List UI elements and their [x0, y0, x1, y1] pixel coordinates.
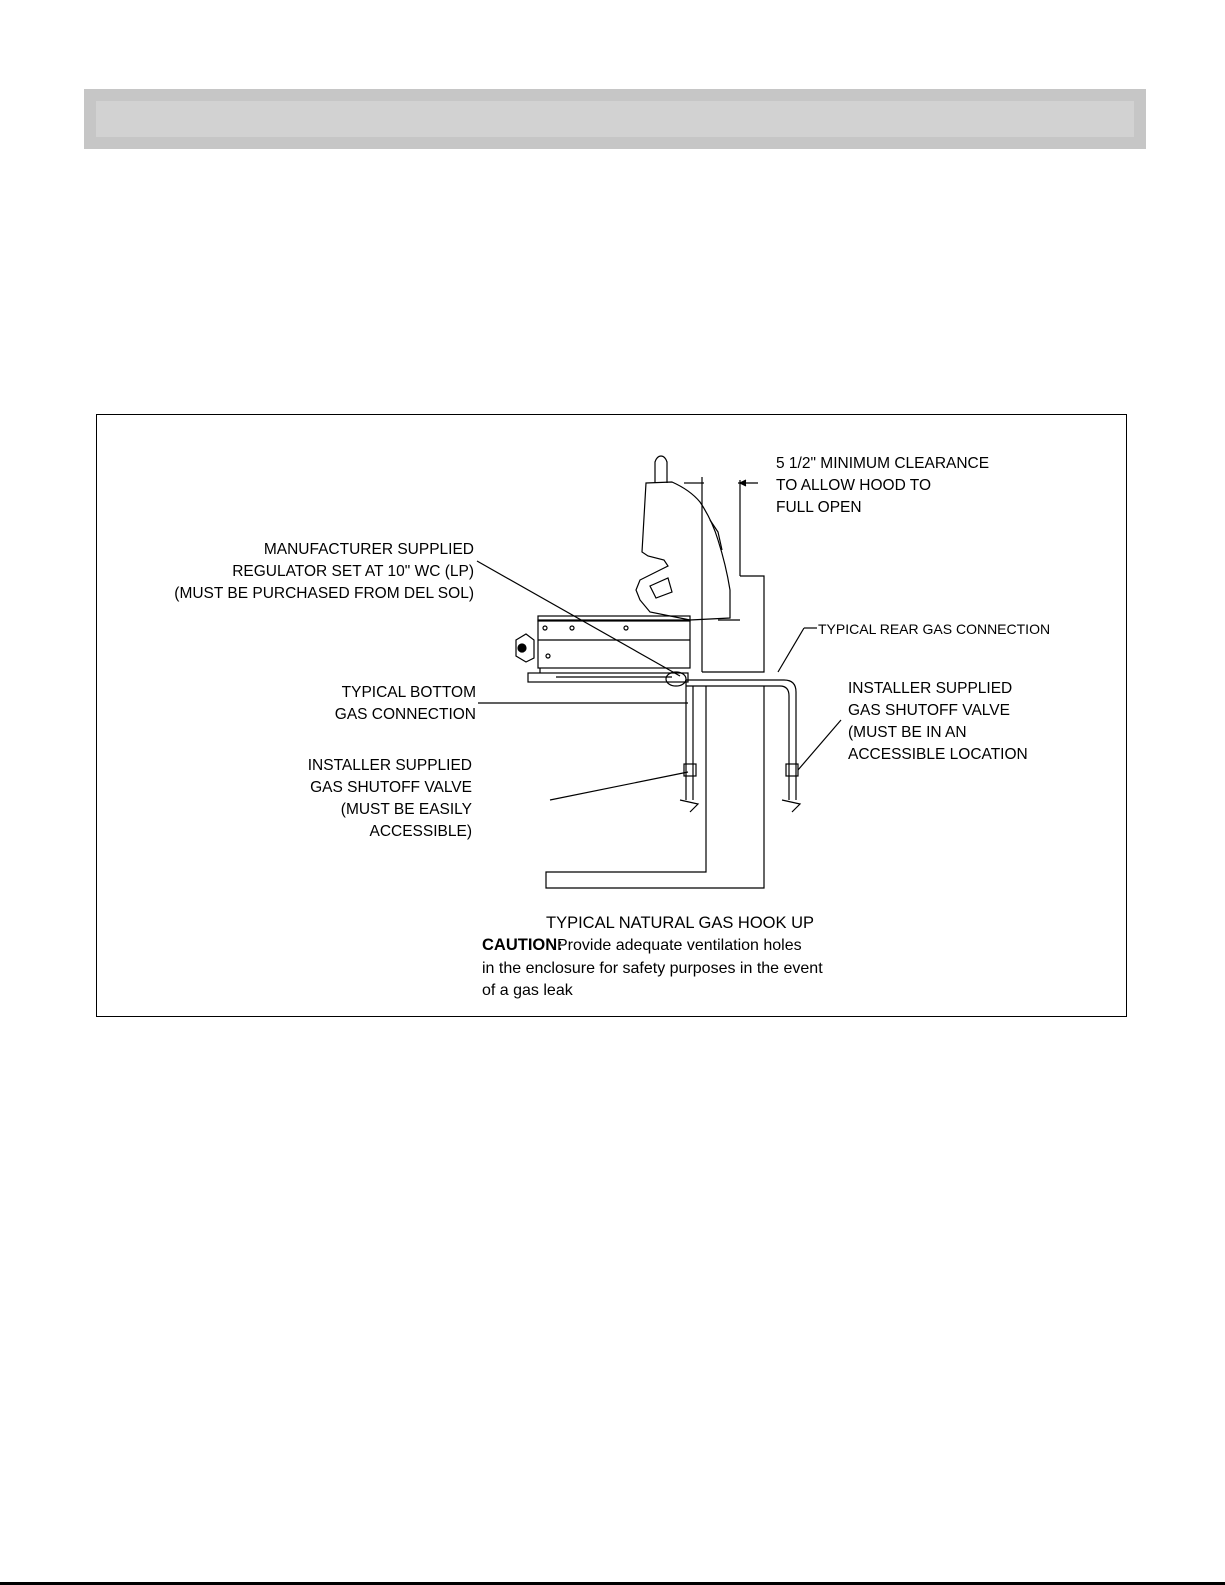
regulator-label-line-1: MANUFACTURER SUPPLIED — [263, 541, 474, 558]
installer-valve-left-line-2: GAS SHUTOFF VALVE — [310, 779, 472, 796]
installer-valve-right-line-2: GAS SHUTOFF VALVE — [848, 702, 1010, 719]
rear-connection-label: TYPICAL REAR GAS CONNECTION — [818, 621, 1051, 637]
bottom-connection-label-line-1: TYPICAL BOTTOM — [341, 684, 476, 701]
installer-valve-left-line-1: INSTALLER SUPPLIED — [307, 757, 472, 774]
caution-text-line-3: of a gas leak — [482, 982, 573, 999]
installer-valve-right-line-4: ACCESSIBLE LOCATION — [848, 746, 1028, 763]
installer-valve-left-line-4: ACCESSIBLE) — [369, 823, 472, 840]
installer-valve-left-line-3: (MUST BE EASILY — [340, 801, 472, 818]
caution-label: CAUTION: — [482, 936, 563, 954]
clearance-label-line-2: TO ALLOW HOOD TO — [776, 477, 932, 494]
hood-handle — [655, 456, 667, 483]
gas-pipe — [686, 680, 796, 800]
caution-text-line-1: Provide adequate ventilation holes — [557, 937, 802, 954]
caution-text-line-2: in the enclosure for safety purposes in the event — [482, 960, 823, 977]
grill-body — [538, 620, 690, 668]
regulator-label-line-2: REGULATOR SET AT 10" WC (LP) — [232, 563, 474, 580]
installer-valve-right-line-1: INSTALLER SUPPLIED — [848, 680, 1013, 697]
bottom-connection-label-line-2: GAS CONNECTION — [334, 706, 476, 723]
enclosure-outline — [546, 686, 764, 888]
installer-valve-right-line-3: (MUST BE IN AN — [848, 724, 967, 741]
grill-hood — [636, 482, 730, 620]
clearance-label-line-1: 5 1/2" MINIMUM CLEARANCE — [776, 455, 990, 472]
regulator-label-line-3: (MUST BE PURCHASED FROM DEL SOL) — [174, 585, 474, 602]
clearance-label-line-3: FULL OPEN — [776, 499, 862, 516]
caption-title: TYPICAL NATURAL GAS HOOK UP — [546, 914, 815, 932]
